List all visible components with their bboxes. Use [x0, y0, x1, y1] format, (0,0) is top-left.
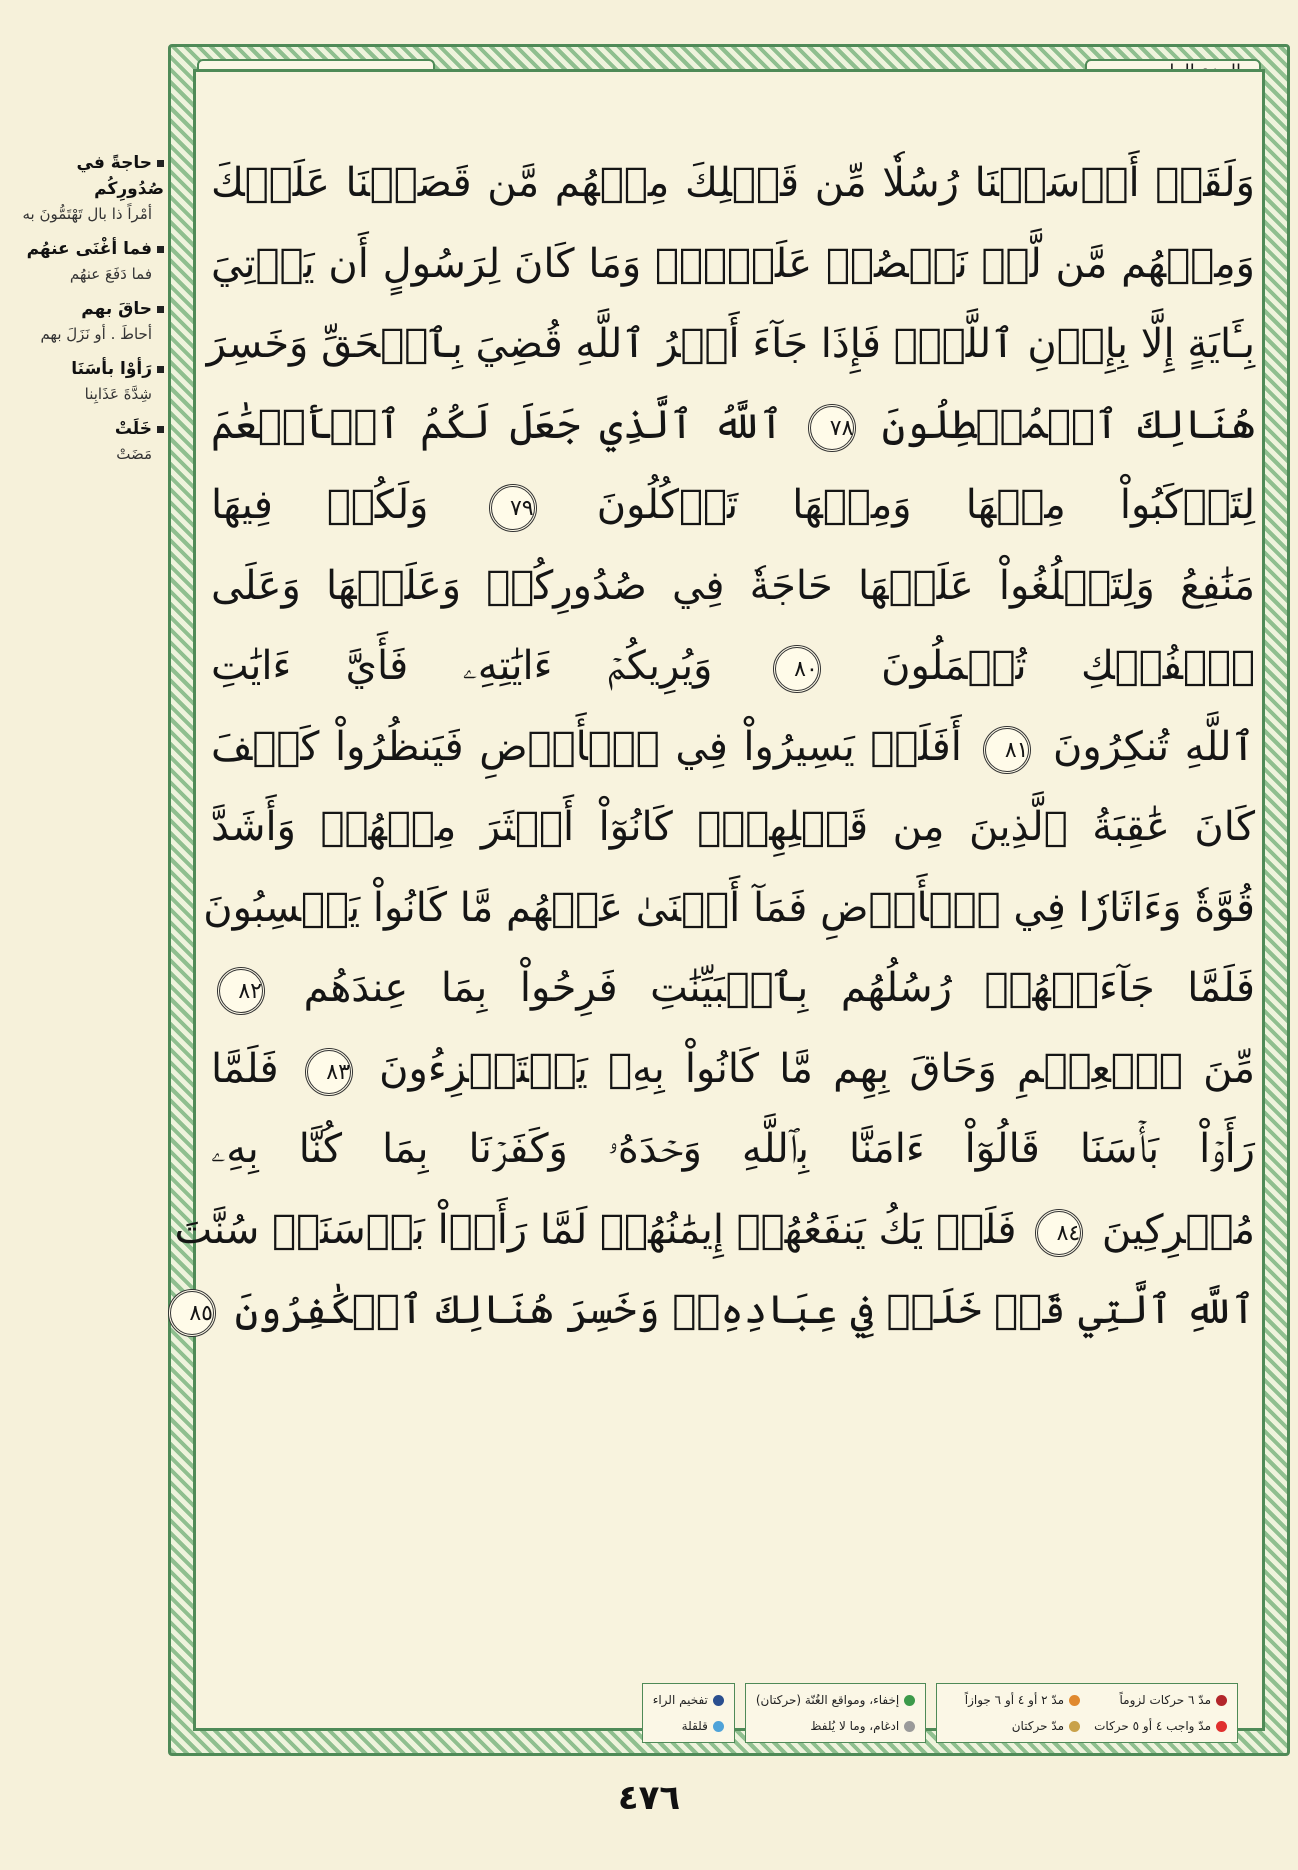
legend-label: تفخيم الراء — [652, 1693, 708, 1707]
ayah-number-marker: ٧٨ — [808, 404, 856, 452]
legend-label: مدّ حركتان — [1011, 1719, 1065, 1733]
bullet-square-icon — [157, 306, 164, 313]
text-line — [211, 707, 1255, 788]
legend-item — [653, 1714, 724, 1738]
text-segment: ٱلۡفُلۡكِ تُحۡمَلُونَ — [881, 643, 1255, 689]
glossary-entry — [14, 150, 164, 226]
text-segment: ٱللَّهِ ٱلَّتِي قَدۡ خَلَتۡ فِي عِبَادِهِۦۖ وَخَسِرَ هُنَالِكَ ٱلۡكَٰفِرُونَ — [234, 1287, 1255, 1333]
text-segment: هُنَالِكَ ٱلۡمُبۡطِلُونَ — [881, 401, 1255, 448]
legend-label: إخفاء، ومواقع الغُنّة (حركتان) — [755, 1693, 900, 1707]
legend-item — [756, 1688, 915, 1712]
ayah-number-marker: ٨٠ — [773, 645, 821, 693]
glossary-word: حاجةً في صُدُورِكُم — [76, 153, 164, 199]
text-segment: مِّنَ ٱلۡعِلۡمِ وَحَاقَ بِهِم مَّا كَانُواْ بِهِۦ يَسۡتَهۡزِءُونَ — [379, 1045, 1255, 1092]
glossary-word: رَأوْا بأسَنَا — [14, 356, 164, 382]
legend-item — [947, 1688, 1080, 1712]
text-line — [189, 1270, 1255, 1351]
text-segment: ٱللَّهُ ٱلَّذِي جَعَلَ لَكُمُ ٱلۡأَنۡعَٰمَ — [211, 401, 783, 448]
text-line: كَانَ عَٰقِبَةُ ٱلَّذِينَ مِن قَبۡلِهِمۡۚ كَانُوٓاْ أَكۡثَرَ مِنۡهُمۡ وَأَشَدَّ — [211, 804, 1255, 850]
legend-label: ادغام، وما لا يُلفظ — [810, 1719, 900, 1733]
color-dot-icon — [1069, 1695, 1080, 1706]
text-segment: وَلَكُمۡ فِيهَا — [211, 482, 429, 528]
text-line: بِـَٔايَةٍ إِلَّا بِإِذۡنِ ٱللَّهِۚ فَإِذَا جَآءَ أَمۡرُ ٱللَّهِ قُضِيَ بِٱلۡحَقِّ وَخَسِرَ — [206, 321, 1255, 367]
legend-item — [1094, 1688, 1227, 1712]
legend-label: مدّ ٦ حركات لزوماً — [1119, 1693, 1211, 1707]
glossary-meaning: شِدَّةَ عَذَابِنا — [84, 385, 152, 403]
legend-ghunna-box — [745, 1683, 926, 1743]
legend-item — [1094, 1714, 1227, 1738]
text-line — [211, 385, 1255, 466]
glossary-entry — [14, 356, 164, 406]
text-line: قُوَّةٗ وَءَاثَارٗا فِي ٱلۡأَرۡضِ فَمَآ أَغۡنَىٰ عَنۡهُم مَّا كَانُواْ يَكۡسِبُونَ — [203, 884, 1255, 931]
color-dot-icon — [713, 1721, 724, 1732]
ayah-number-marker: ٨٤ — [1035, 1209, 1083, 1257]
text-segment: مُشۡرِكِينَ — [1101, 1206, 1255, 1253]
legend-label: قلقلة — [681, 1719, 708, 1733]
ayah-number-marker: ٨٥ — [168, 1289, 216, 1337]
bullet-square-icon — [157, 366, 164, 373]
color-dot-icon — [1216, 1695, 1227, 1706]
glossary-word: خَلَتْ — [14, 416, 164, 442]
text-line: وَمِنۡهُم مَّن لَّمۡ نَقۡصُصۡ عَلَيۡكَۗ وَمَا كَانَ لِرَسُولٍ أَن يَأۡتِيَ — [211, 240, 1255, 287]
ayah-number-marker: ٨٢ — [217, 967, 265, 1015]
color-dot-icon — [1216, 1721, 1227, 1732]
text-line — [211, 465, 1255, 546]
text-line — [211, 1029, 1255, 1110]
legend-madd-box — [936, 1683, 1238, 1743]
glossary-entry — [14, 416, 164, 466]
glossary-word: فما أغْنَى عنهُم — [14, 236, 164, 262]
bullet-square-icon — [157, 160, 164, 167]
text-line: وَلَقَدۡ أَرۡسَلۡنَا رُسُلٗا مِّن قَبۡلِكَ مِنۡهُم مَّن قَصَصۡنَا عَلَيۡكَ — [211, 160, 1255, 206]
glossary-meaning: أمْراً ذا بال تَهْتَمُّونَ به — [22, 205, 152, 223]
glossary-entry — [14, 296, 164, 346]
margin-glossary — [14, 150, 164, 476]
text-line: رَأَوۡاْ بَأۡسَنَا قَالُوٓاْ ءَامَنَّا بِٱللَّهِ وَحۡدَهُۥ وَكَفَرۡنَا بِمَا كُنَّا بِهِۦ — [211, 1126, 1255, 1172]
text-segment: فَلَمَّا جَآءَتۡهُمۡ رُسُلُهُم بِٱلۡبَيِّنَٰتِ فَرِحُواْ بِمَا عِندَهُم — [303, 965, 1255, 1011]
text-segment: وَيُرِيكُمۡ ءَايَٰتِهِۦ فَأَيَّ ءَايَٰتِ — [211, 643, 713, 689]
text-segment: أَفَلَمۡ يَسِيرُواْ فِي ٱلۡأَرۡضِ فَيَنظُرُواْ كَيۡفَ — [211, 723, 962, 770]
glossary-meaning: أحاطَ . أو نَزَلَ بهم — [40, 325, 152, 343]
color-dot-icon — [713, 1695, 724, 1706]
legend-item — [947, 1714, 1080, 1738]
glossary-meaning: فما دَفَعَ عنهُم — [69, 265, 152, 283]
tajweed-legend — [220, 1683, 1238, 1743]
ornamental-page-frame — [168, 44, 1290, 1756]
legend-item — [756, 1714, 915, 1738]
text-segment: فَلَمَّا — [211, 1045, 279, 1092]
quran-text — [174, 143, 1256, 1683]
text-segment: لِتَرۡكَبُواْ مِنۡهَا وَمِنۡهَا تَأۡكُلُونَ — [596, 482, 1256, 528]
text-line — [211, 626, 1255, 707]
legend-label: مدّ ٢ أو ٤ أو ٦ جوازاً — [964, 1693, 1065, 1707]
legend-item — [653, 1688, 724, 1712]
text-line — [174, 1190, 1255, 1271]
bullet-square-icon — [157, 426, 164, 433]
text-segment: ٱللَّهِ تُنكِرُونَ — [1053, 723, 1255, 770]
text-segment: فَلَمۡ يَكُ يَنفَعُهُمۡ إِيمَٰنُهُمۡ لَمَّا رَأَوۡاْ بَأۡسَنَاۖ سُنَّتَ — [174, 1206, 1017, 1253]
glossary-word: حاقَ بهم — [14, 296, 164, 322]
legend-ra-box — [642, 1683, 735, 1743]
ayah-number-marker: ٨١ — [983, 726, 1031, 774]
glossary-meaning: مَضَتْ — [116, 445, 152, 463]
legend-label: مدّ واجب ٤ أو ٥ حركات — [1094, 1719, 1211, 1733]
text-line — [211, 948, 1255, 1029]
color-dot-icon — [904, 1695, 915, 1706]
color-dot-icon — [1069, 1721, 1080, 1732]
text-line: مَنَٰفِعُ وَلِتَبۡلُغُواْ عَلَيۡهَا حَاجَةٗ فِي صُدُورِكُمۡ وَعَلَيۡهَا وَعَلَى — [211, 562, 1255, 609]
bullet-square-icon — [157, 246, 164, 253]
ayah-number-marker: ٧٩ — [489, 484, 537, 532]
color-dot-icon — [904, 1721, 915, 1732]
ayah-number-marker: ٨٣ — [305, 1048, 353, 1096]
page-number: ٤٧٦ — [617, 1778, 681, 1818]
glossary-entry — [14, 236, 164, 286]
